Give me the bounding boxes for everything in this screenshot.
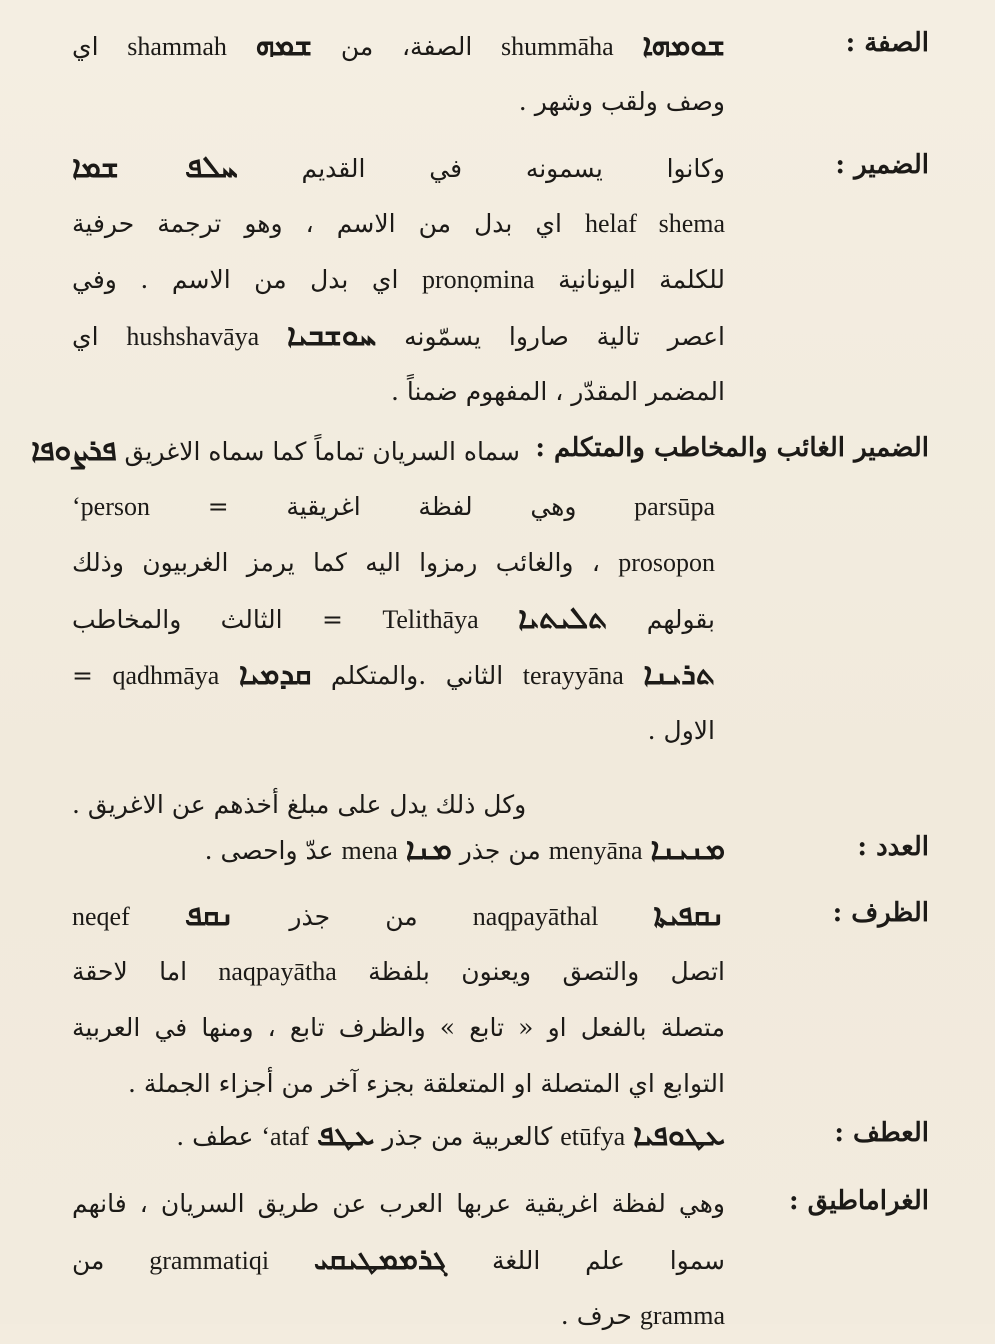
transliteration: shummāha [501,32,614,61]
arabic-text [398,836,406,865]
arabic-text: اما لاحقة [72,957,219,986]
arabic-text: وهي لفظة اغريقية عربها العرب عن طريق السريان ، فانهم [72,1189,725,1218]
entry-term: العطف : [834,1118,929,1148]
arabic-text: اتصل والتصق ويعنون بلفظة [336,957,726,986]
transliteration: helaf shema [584,209,725,238]
entry-body [72,1176,725,1344]
entry-line [72,944,725,1000]
syriac-word: ܥܛܦ [316,1118,375,1153]
syriac-word: ܡܢܐ [405,832,452,867]
transliteration: ‘person [72,492,150,521]
syriac-word: ܥܛܘܦܝܐ [633,1118,725,1153]
entry-line [72,888,725,944]
arabic-text: كالعربية من جذر [374,1122,561,1151]
entry-line [72,1056,725,1112]
arabic-text: اي [72,32,128,61]
entry-line [31,423,520,479]
arabic-text: الاول . [647,716,715,745]
arabic-text: وكانوا يسمونه في القديم [237,154,725,183]
arabic-text [614,32,643,61]
entry-line [72,535,715,591]
entry-line [72,822,725,878]
arabic-text: عطف . [176,1122,262,1151]
arabic-text: المضمر المقدّر ، المفهوم ضمناً . [391,377,725,406]
syriac-word: ܓܪܡܡܛܝܩܝ [313,1242,448,1277]
transliteration: grammatiqi [149,1246,270,1275]
arabic-text [643,836,651,865]
entry-sifa [0,18,995,138]
arabic-text: اي [72,322,127,351]
entry-line [72,647,715,703]
arabic-text: ، والغائب رمزوا اليه كما يرمز الغربيون وذلك [72,548,619,577]
arabic-text: اي بدل من الاسم ، وهو ترجمة حرفية [72,209,585,238]
entry-zarf [0,888,995,1118]
syriac-word: ܚܠܦ ܫܡܐ [72,150,238,185]
entry-line [72,703,715,759]
arabic-text: متصلة بالفعل او « تابع » والظرف تابع ، ومنها في العربية [72,1013,725,1042]
arabic-text: سماه السريان تماماً كما سماه الاغريق [116,437,520,466]
arabic-text [625,1122,633,1151]
transliteration: shammah [127,32,227,61]
transliteration: naqpayātha [218,957,337,986]
arabic-text: وكل ذلك يدل على مبلغ أخذهم عن الاغريق . [72,790,527,819]
arabic-text [309,1122,317,1151]
entry-body [72,888,725,1112]
arabic-text [130,902,185,931]
entry-term: الضمير الغائب والمخاطب والمتكلم : [535,433,929,463]
syriac-word: ܚܘܫܒܝܐ [287,318,377,353]
entry-atf [0,1108,995,1178]
arabic-text: = [72,661,113,690]
arabic-text: اعصر تالية صاروا يسمّونه [376,322,725,351]
entry-body [72,1108,725,1164]
entry-line [72,18,725,74]
transliteration: hushshavāya [126,322,260,351]
arabic-text: اي بدل من الاسم . وفي [72,265,422,294]
entry-line [72,591,715,647]
entry-adad [0,822,995,892]
arabic-text: سموا علم اللغة [447,1246,725,1275]
arabic-text [219,661,239,690]
transliteration: parsūpa [634,492,715,521]
syriac-word: ܩܕܡܝܐ [238,657,312,692]
entry-term: العدد : [857,832,929,862]
entry-line [72,1000,725,1056]
entry-line [72,1108,725,1164]
syriac-word: ܡܢܝܢܐ [650,832,725,867]
arabic-text: التوابع اي المتصلة او المتعلقة بجزء آخر من أجزاء الجملة . [127,1069,725,1098]
arabic-text [624,661,644,690]
entry-term: الضمير : [835,150,929,180]
syriac-word: ܦܪܨܘܦܐ [31,433,117,468]
entry-gramatiq [0,1176,995,1330]
entry-body [31,423,923,833]
entry-line [72,252,725,308]
entry-line [72,140,725,196]
entry-damir-persons [0,423,995,823]
transliteration: Telithāya [382,605,479,634]
entry-term: الغراماطيق : [789,1186,929,1216]
transliteration: mena [341,836,398,865]
entry-body [72,140,725,420]
syriac-word: ܢܩܦ [184,898,235,933]
arabic-text: من جذر [234,902,473,931]
entry-body [72,822,725,878]
entry-damir [0,140,995,430]
entry-line [72,1176,725,1232]
entry-term: الصفة : [845,28,929,58]
syriac-word: ܬܪܝܢܐ [643,657,715,692]
entry-line [72,1288,725,1344]
arabic-text [598,902,653,931]
syriac-word: ܢܩܦܝܬܐ [653,898,726,933]
entry-line [72,1232,725,1288]
entry-line [72,74,725,130]
transliteration: prosopon [618,548,715,577]
arabic-text: الثاني .والمتكلم [311,661,523,690]
arabic-text: للكلمة اليونانية [534,265,725,294]
transliteration: gramma [639,1301,725,1330]
arabic-text [259,322,287,351]
transliteration: pronọmina [421,265,535,294]
transliteration: etūfya [560,1122,626,1151]
transliteration: menyāna [548,836,643,865]
arabic-text: عدّ واحصى . [204,836,342,865]
transliteration: terayyāna [522,661,624,690]
transliteration: naqpayāthal [472,902,599,931]
syriac-word: ܫܡܗ [255,28,313,63]
arabic-text: وصف ولقب وشهر . [518,87,725,116]
arabic-text: الصفة، من [312,32,502,61]
arabic-text [227,32,256,61]
entry-line [72,196,725,252]
arabic-text [269,1246,314,1275]
transliteration: neqef [72,902,130,931]
entry-term: الظرف : [832,898,929,928]
entry-line [72,308,725,364]
entry-body [72,18,725,130]
syriac-word: ܫܘܡܗܐ [642,28,725,63]
arabic-text: من جذر [451,836,549,865]
arabic-text: وهي لفظة اغريقية = [149,492,635,521]
transliteration: ‘ataf [261,1122,310,1151]
syriac-word: ܬܠܝܬܝܐ [518,601,608,636]
arabic-text: = الثالث والمخاطب [72,605,383,634]
entry-line [72,364,725,420]
transliteration: qadhmāya [112,661,220,690]
arabic-text [479,605,518,634]
arabic-text: حرف . [560,1301,640,1330]
arabic-text: من [72,1246,150,1275]
entry-line [72,479,715,535]
arabic-text: بقولهم [607,605,716,634]
